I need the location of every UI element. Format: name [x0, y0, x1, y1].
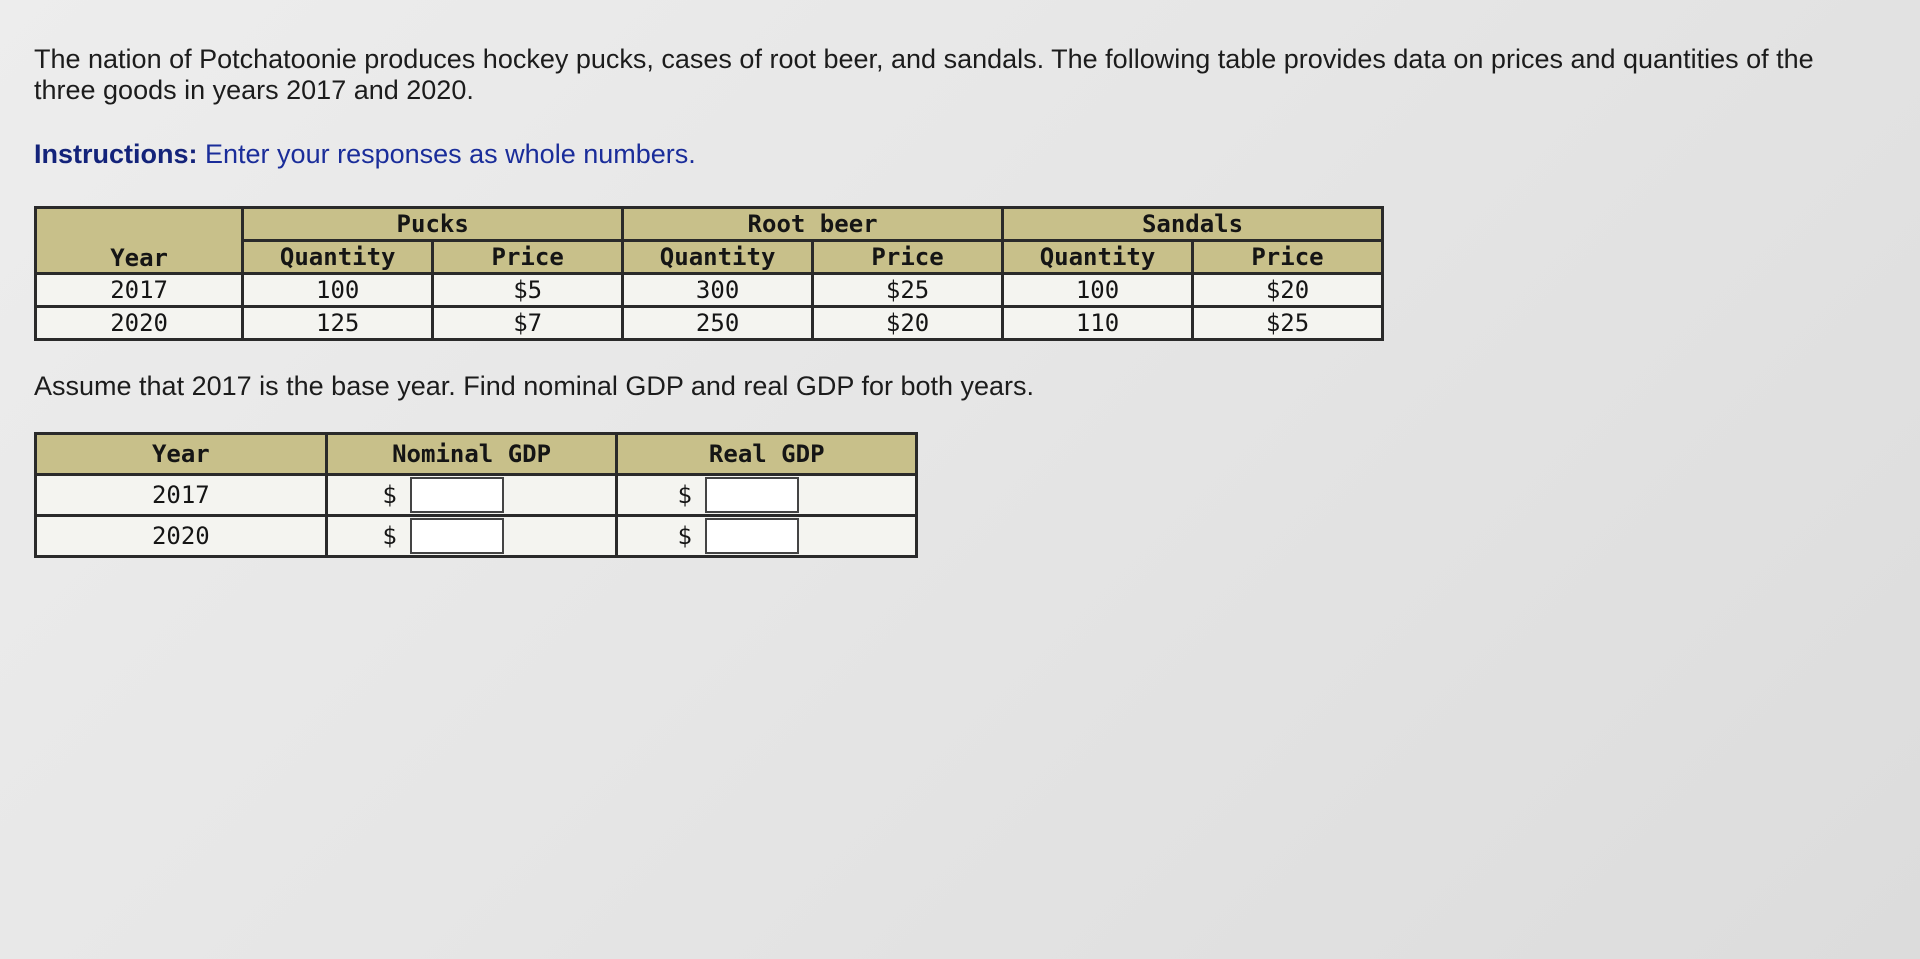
- pucks-header: Pucks: [243, 208, 623, 241]
- intro-text: The nation of Potchatoonie produces hockey pucks, cases of root beer, and sandals. The following table provides data on prices and quantities of the three goods in years 2017 and 2020.: [34, 44, 1814, 105]
- root-beer-price-cell: $20: [813, 307, 1003, 340]
- pucks-price-cell: $5: [433, 274, 623, 307]
- sandals-header: Sandals: [1003, 208, 1383, 241]
- nominal-gdp-cell: [326, 516, 617, 557]
- currency-symbol: $: [382, 481, 397, 509]
- year-cell: 2017: [36, 475, 327, 516]
- goods-table: [34, 206, 1384, 341]
- sandals-price-cell: $25: [1192, 307, 1382, 340]
- instructions-label: Instructions:: [34, 139, 198, 169]
- goods-header-row: [36, 208, 1383, 241]
- year-header: Year: [36, 208, 243, 274]
- real-gdp-2020-input[interactable]: [705, 518, 799, 554]
- real-gdp-cell: [617, 475, 917, 516]
- gdp-table: [34, 432, 918, 558]
- nominal-gdp-header: Nominal GDP: [326, 434, 617, 475]
- table-row: [36, 475, 917, 516]
- year-cell: 2017: [36, 274, 243, 307]
- currency-symbol: $: [677, 481, 692, 509]
- pucks-price-cell: $7: [433, 307, 623, 340]
- pucks-quantity-header: Quantity: [243, 241, 433, 274]
- question-text: Assume that 2017 is the base year. Find nominal GDP and real GDP for both years.: [34, 371, 1035, 401]
- question-panel: [34, 44, 1834, 558]
- pucks-quantity-cell: 100: [243, 274, 433, 307]
- root-beer-price-header: Price: [813, 241, 1003, 274]
- real-gdp-cell: [617, 516, 917, 557]
- real-gdp-header: Real GDP: [617, 434, 917, 475]
- sandals-quantity-cell: 100: [1003, 274, 1193, 307]
- nominal-gdp-cell: [326, 475, 617, 516]
- real-gdp-2017-input[interactable]: [705, 477, 799, 513]
- root-beer-header: Root beer: [623, 208, 1003, 241]
- instructions: [34, 139, 1834, 170]
- nominal-gdp-2017-input[interactable]: [410, 477, 504, 513]
- root-beer-price-cell: $25: [813, 274, 1003, 307]
- currency-symbol: $: [382, 522, 397, 550]
- table-row: [36, 516, 917, 557]
- year-cell: 2020: [36, 516, 327, 557]
- pucks-quantity-cell: 125: [243, 307, 433, 340]
- sandals-quantity-header: Quantity: [1003, 241, 1193, 274]
- sandals-quantity-cell: 110: [1003, 307, 1193, 340]
- table-row: [36, 307, 1383, 340]
- nominal-gdp-2020-input[interactable]: [410, 518, 504, 554]
- root-beer-quantity-header: Quantity: [623, 241, 813, 274]
- gdp-year-header: Year: [36, 434, 327, 475]
- root-beer-quantity-cell: 300: [623, 274, 813, 307]
- root-beer-quantity-cell: 250: [623, 307, 813, 340]
- instructions-text: Enter your responses as whole numbers.: [197, 139, 696, 169]
- currency-symbol: $: [677, 522, 692, 550]
- sandals-price-header: Price: [1192, 241, 1382, 274]
- year-cell: 2020: [36, 307, 243, 340]
- table-row: [36, 274, 1383, 307]
- sandals-price-cell: $20: [1192, 274, 1382, 307]
- gdp-header-row: [36, 434, 917, 475]
- pucks-price-header: Price: [433, 241, 623, 274]
